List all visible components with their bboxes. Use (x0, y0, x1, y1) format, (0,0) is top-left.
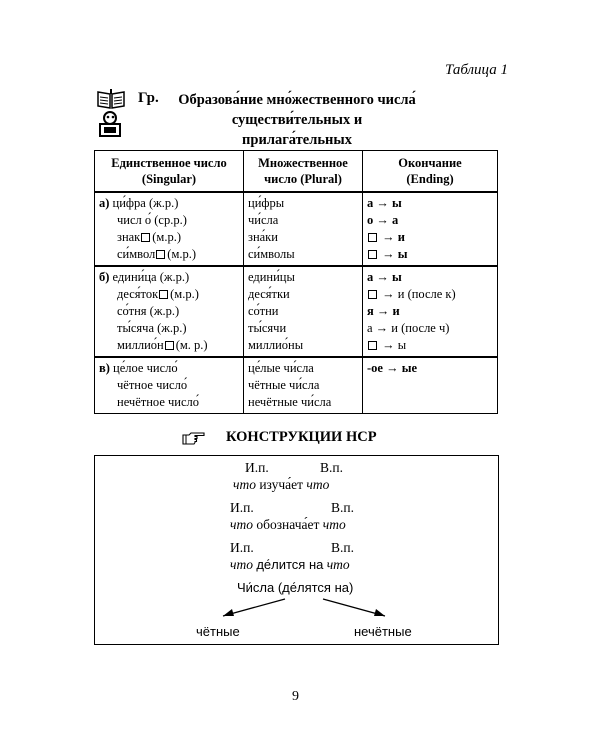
constructions-frame (94, 455, 499, 645)
zero-ending-box (156, 250, 165, 259)
book-icon (96, 88, 126, 110)
case-label-nominative: И.п. (230, 540, 254, 555)
zero-ending-box (368, 290, 377, 299)
ending-cell: а → ы о → а → и → ы (363, 192, 498, 266)
table-header-row (95, 151, 498, 193)
page-number: 9 (292, 689, 299, 704)
column-header-plural: Множественное число (Plural) (244, 151, 363, 193)
case-label-accusative: В.п. (331, 500, 354, 515)
arrow-icon (323, 599, 385, 616)
masculine-zero-ending-word: знак (117, 230, 141, 244)
section-title: КОНСТРУКЦИИ НСР (226, 429, 377, 445)
row-label: в) (99, 361, 110, 375)
title-line-2: существи́тельных и прилага́тельных (231, 112, 363, 148)
zero-ending-box (368, 341, 377, 350)
construction-line: что обознача́ет что (230, 517, 346, 532)
grammar-label: Гр. (138, 90, 159, 106)
pointing-hand-icon (182, 430, 206, 446)
zero-ending-box (141, 233, 150, 242)
plural-cell: це́лые чи́сла чётные чи́сла нечётные чи́сла (244, 357, 363, 414)
row-label: а) (99, 196, 110, 210)
zero-ending-box (159, 290, 168, 299)
ending-cell: а → ы → и (после к) я → и а → и (после ч) → ы (363, 266, 498, 357)
column-header-ending: Окончание (Ending) (363, 151, 498, 193)
split-right-label: нечётные (354, 624, 412, 639)
construction-line: что изуча́ет что (233, 477, 330, 492)
singular-cell: б) едини́ца (ж.р.) деся́ток (м.р.) со́тня (ж.р.) ты́сяча (ж.р.) миллио́н (м. р.) (95, 266, 244, 357)
zero-ending-box (165, 341, 174, 350)
plural-cell: едини́цы деся́тки со́тни ты́сячи миллио́ны (244, 266, 363, 357)
page-title (178, 90, 416, 150)
zero-ending-box (368, 250, 377, 259)
man-at-table-icon (96, 110, 126, 138)
title-line-1: Образова́ние мно́жественного числа́ (178, 92, 416, 108)
column-header-singular: Единственное число (Singular) (95, 151, 244, 193)
header-icons (96, 88, 128, 138)
zero-ending-box (368, 233, 377, 242)
singular-cell: а) ци́фра (ж.р.) числ о́ (ср.р.) знак (м.р.) си́мвол (м.р.) (95, 192, 244, 266)
table-row (95, 266, 498, 357)
case-label-nominative: И.п. (230, 500, 254, 515)
row-label: б) (99, 270, 110, 284)
plural-cell: ци́фры чи́сла зна́ки си́мволы (244, 192, 363, 266)
table-row (95, 357, 498, 414)
plural-formation-table (94, 150, 498, 414)
arrow-icon (223, 599, 285, 616)
case-label-nominative: И.п. (245, 460, 269, 475)
construction-line: что де́лится на что (230, 557, 350, 572)
table-row (95, 192, 498, 266)
split-arrows (95, 456, 500, 646)
case-label-accusative: В.п. (331, 540, 354, 555)
table-caption: Таблица 1 (445, 62, 508, 78)
ending-cell: -ое → ые (363, 357, 498, 414)
case-label-accusative: В.п. (320, 460, 343, 475)
singular-cell: в) це́лое число́ чётное число́ нечётное число́ (95, 357, 244, 414)
split-heading: Чи́сла (де́лятся на) (237, 580, 354, 595)
split-left-label: чётные (196, 624, 240, 639)
